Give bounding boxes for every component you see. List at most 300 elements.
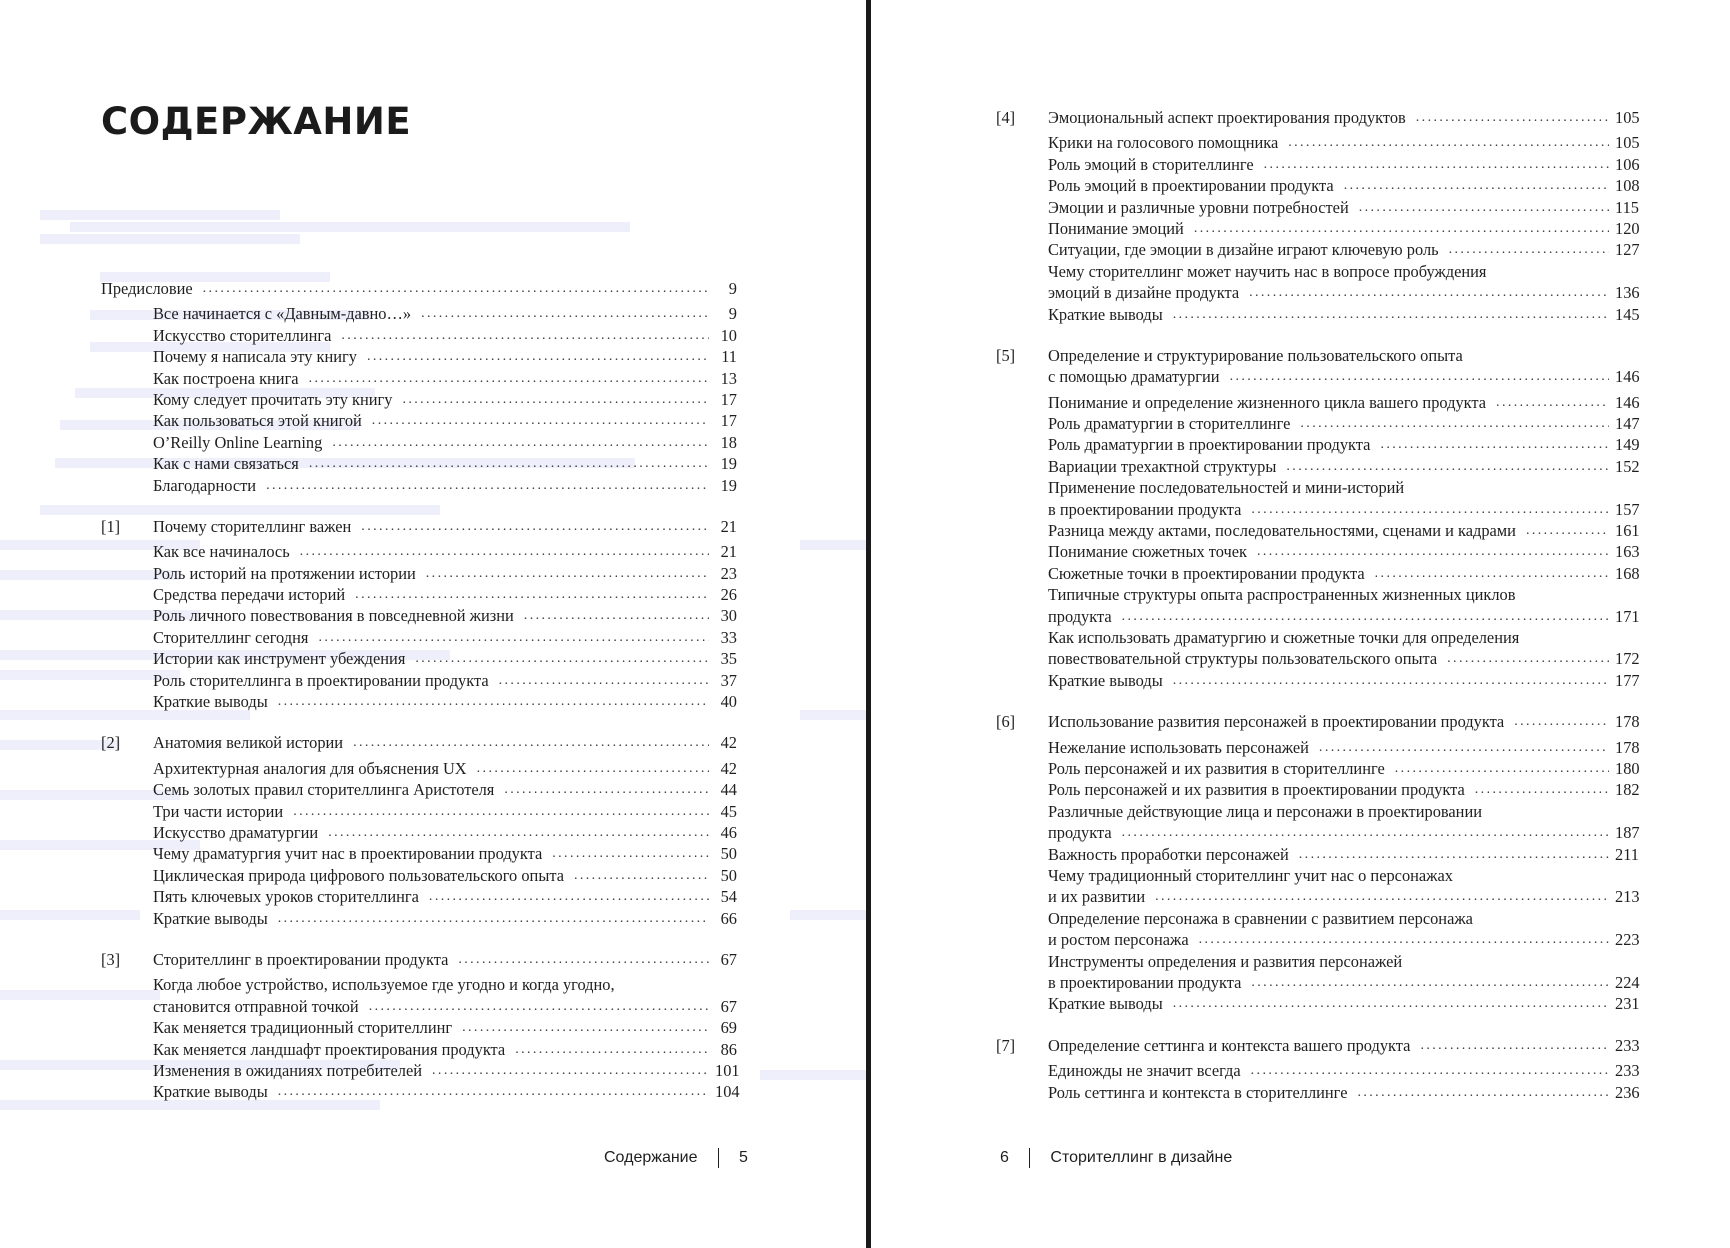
- entry-title: Роль драматургии в проектировании продукта: [1048, 435, 1371, 455]
- entry-title: Как меняется традиционный сторителлинг: [153, 1018, 453, 1038]
- toc-entry[interactable]: [101, 627, 737, 648]
- dot-leader: [266, 475, 709, 496]
- dot-leader: [318, 627, 709, 648]
- dot-leader: [1300, 413, 1609, 434]
- toc-entry[interactable]: [996, 670, 1640, 691]
- dot-leader: [1230, 366, 1609, 387]
- dot-leader: [515, 1039, 709, 1060]
- entry-page: 54: [720, 887, 737, 907]
- entry-page: 44: [720, 780, 737, 800]
- entry-title: Как с нами связаться: [153, 454, 299, 474]
- preface-items: [101, 303, 737, 496]
- toc-entry[interactable]: [996, 175, 1640, 196]
- chapter-number: [5]: [996, 345, 1016, 365]
- toc-entry[interactable]: [101, 368, 737, 389]
- dot-leader: [278, 908, 709, 929]
- chapter-page: 67: [720, 949, 737, 969]
- dot-leader: [1514, 711, 1609, 732]
- dot-leader: [1496, 392, 1609, 413]
- toc-entry[interactable]: [101, 1039, 737, 1060]
- dot-leader: [421, 303, 709, 324]
- dot-leader: [1380, 434, 1609, 455]
- entry-page: 168: [1615, 563, 1640, 583]
- chapter-number: [4]: [996, 107, 1016, 127]
- dot-leader: [367, 346, 709, 367]
- dot-leader: [1359, 197, 1609, 218]
- toc-entry[interactable]: [101, 670, 737, 691]
- entry-title: Все начинается с «Давным-давно…»: [153, 304, 412, 324]
- toc-entry[interactable]: [101, 648, 737, 669]
- entry-title: Средства передачи историй: [153, 585, 346, 605]
- entry-page: 161: [1615, 521, 1640, 541]
- entry-title: Краткие выводы: [153, 1082, 268, 1102]
- entry-page: 30: [720, 606, 737, 626]
- toc-entry[interactable]: [101, 475, 737, 496]
- dot-leader: [458, 949, 709, 970]
- toc-chapter-entry[interactable]: [996, 711, 1640, 732]
- toc-entry[interactable]: [996, 434, 1640, 455]
- entry-title: Ситуации, где эмоции в дизайне играют ключевую роль: [1048, 240, 1439, 260]
- entry-title-line1: Инструменты определения и развития персонажей: [1048, 951, 1403, 971]
- dot-leader: [278, 1081, 709, 1102]
- dot-leader: [1199, 929, 1609, 950]
- entry-title-line1: Определение персонажа в сравнении с развитием персонажа: [1048, 908, 1473, 928]
- toc-entry[interactable]: [996, 844, 1637, 865]
- entry-title: Краткие выводы: [1048, 994, 1163, 1014]
- entry-title: Как построена книга: [153, 368, 299, 388]
- toc-entry-wrapped[interactable]: [996, 801, 1640, 844]
- entry-page: 18: [720, 432, 737, 452]
- toc-entry[interactable]: [101, 1017, 737, 1038]
- toc-entry[interactable]: [101, 432, 737, 453]
- entry-title-line2: продукта: [1048, 823, 1112, 843]
- dot-leader: [1173, 304, 1609, 325]
- entry-title: Архитектурная аналогия для объяснения UX: [153, 758, 467, 778]
- toc-entry[interactable]: [996, 779, 1640, 800]
- entry-title: Циклическая природа цифрового пользовательского опыта: [153, 865, 564, 885]
- entry-title-line2: и ростом персонажа: [1048, 930, 1189, 950]
- entry-title: Истории как инструмент убеждения: [153, 649, 406, 669]
- entry-page: 172: [1615, 649, 1640, 669]
- dot-leader: [300, 541, 709, 562]
- toc-chapter-1: [101, 516, 737, 713]
- entry-page: 223: [1615, 930, 1640, 950]
- entry-title-line2: продукта: [1048, 606, 1112, 626]
- entry-page: 21: [720, 542, 737, 562]
- toc-entry[interactable]: [996, 456, 1640, 477]
- toc-entry[interactable]: [996, 993, 1640, 1014]
- toc-entry[interactable]: [101, 1081, 740, 1102]
- entry-title: Сторителлинг сегодня: [153, 627, 309, 647]
- toc-chapter-entry[interactable]: [101, 732, 737, 753]
- toc-chapter-4: [996, 107, 1640, 325]
- dot-leader: [552, 843, 709, 864]
- entry-title-line1: Различные действующие лица и персонажи в проектировании: [1048, 801, 1482, 821]
- dot-leader: [524, 605, 709, 626]
- toc-chapter-entry[interactable]: [101, 516, 737, 537]
- entry-page: 37: [720, 670, 737, 690]
- dot-leader: [1526, 520, 1609, 541]
- entry-page: 231: [1615, 994, 1640, 1014]
- toc-entry[interactable]: [101, 758, 737, 779]
- chapter-number: [1]: [101, 516, 121, 536]
- toc-entry[interactable]: [101, 1060, 740, 1081]
- dot-leader: [1251, 1060, 1609, 1081]
- entry-title: Понимание и определение жизненного цикла вашего продукта: [1048, 392, 1487, 412]
- toc-entry[interactable]: [996, 413, 1640, 434]
- entry-page: 152: [1615, 456, 1640, 476]
- entry-page: 236: [1615, 1082, 1640, 1102]
- dot-leader: [504, 779, 709, 800]
- entry-page: 9: [728, 278, 737, 298]
- footer-divider: [718, 1148, 720, 1168]
- entry-title: Как меняется ландшафт проектирования продукта: [153, 1039, 506, 1059]
- dot-leader: [499, 670, 709, 691]
- entry-title-line1: Когда любое устройство, используемое где угодно и когда угодно,: [153, 975, 615, 995]
- toc-chapter-entry[interactable]: [996, 107, 1640, 128]
- entry-title-line2: в проектировании продукта: [1048, 972, 1242, 992]
- entry-page: 19: [720, 475, 737, 495]
- dot-leader: [1344, 175, 1609, 196]
- entry-page: 171: [1615, 606, 1640, 626]
- entry-title: O’Reilly Online Learning: [153, 432, 323, 452]
- entry-title: Сюжетные точки в проектировании продукта: [1048, 563, 1365, 583]
- toc-entry[interactable]: [996, 239, 1640, 260]
- toc-entry[interactable]: [996, 541, 1640, 562]
- toc-entry[interactable]: [101, 346, 737, 367]
- toc-entry[interactable]: [101, 908, 737, 929]
- toc-chapter-entry[interactable]: [996, 1035, 1640, 1056]
- toc-chapter-2: [101, 732, 737, 929]
- entry-title-line2: повествовательной структуры пользовательского опыта: [1048, 649, 1438, 669]
- dot-leader: [462, 1017, 709, 1038]
- entry-title-line1: Чему сторителлинг может научить нас в вопросе пробуждения: [1048, 261, 1487, 281]
- dot-leader: [203, 278, 709, 299]
- toc-entry-wrapped[interactable]: [996, 908, 1640, 951]
- page-footer-left: [604, 1148, 748, 1168]
- entry-page: 180: [1615, 758, 1640, 778]
- entry-title: Вариации трехактной структуры: [1048, 456, 1277, 476]
- toc-entry[interactable]: [101, 605, 737, 626]
- toc-chapter-entry[interactable]: [101, 949, 737, 970]
- toc-left: [101, 278, 740, 1123]
- toc-entry[interactable]: [101, 389, 737, 410]
- dot-leader: [574, 865, 709, 886]
- toc-right: [996, 107, 1640, 1123]
- toc-chapter-6: [996, 711, 1640, 1015]
- entry-page: 182: [1615, 780, 1640, 800]
- entry-page: 149: [1615, 435, 1640, 455]
- running-title: Содержание: [604, 1149, 698, 1166]
- dot-leader: [1288, 132, 1609, 153]
- toc-preface: [101, 278, 737, 496]
- entry-page: 233: [1615, 1061, 1640, 1081]
- chapter-title: Использование развития персонажей в проектировании продукта: [1048, 712, 1505, 732]
- entry-title: Роль драматургии в сторителлинге: [1048, 414, 1291, 434]
- entry-page: 11: [721, 347, 737, 367]
- entry-page: 50: [720, 865, 737, 885]
- dot-leader: [1319, 737, 1609, 758]
- entry-page: 19: [720, 454, 737, 474]
- dot-leader: [426, 563, 709, 584]
- chapter-number: [3]: [101, 949, 121, 969]
- entry-page: 224: [1615, 972, 1640, 992]
- entry-title: Благодарности: [153, 475, 257, 495]
- toc-entry[interactable]: [996, 1082, 1640, 1103]
- chapter-title: Эмоциональный аспект проектирования продуктов: [1048, 107, 1406, 127]
- toc-entry[interactable]: [996, 758, 1640, 779]
- entry-page: 106: [1615, 154, 1640, 174]
- dot-leader: [1257, 541, 1609, 562]
- dot-leader: [1155, 886, 1609, 907]
- chapter-page: 42: [720, 733, 737, 753]
- toc-entry[interactable]: [101, 303, 737, 324]
- toc-entry[interactable]: [101, 801, 737, 822]
- chapter-page: 178: [1615, 712, 1640, 732]
- dot-leader: [1173, 993, 1609, 1014]
- entry-title: Краткие выводы: [153, 908, 268, 928]
- entry-title-line1: Применение последовательностей и мини-историй: [1048, 478, 1405, 498]
- dot-leader: [1264, 154, 1609, 175]
- dot-leader: [1122, 606, 1609, 627]
- page-footer-right: [1000, 1148, 1232, 1168]
- toc-entry[interactable]: [101, 410, 737, 431]
- chapter-number: [2]: [101, 733, 121, 753]
- toc-entry[interactable]: [101, 865, 737, 886]
- entry-page: 86: [720, 1039, 737, 1059]
- chapter-page: 233: [1615, 1035, 1640, 1055]
- toc-entry-wrapped[interactable]: [996, 477, 1640, 520]
- dot-leader: [1173, 670, 1609, 691]
- entry-title: Роль эмоций в проектировании продукта: [1048, 176, 1334, 196]
- entry-page: 40: [720, 692, 737, 712]
- dot-leader: [341, 325, 709, 346]
- chapter-page: 105: [1615, 107, 1640, 127]
- toc-entry[interactable]: [996, 1060, 1640, 1081]
- entry-title: Роль персонажей и их развития в проектировании продукта: [1048, 780, 1465, 800]
- toc-entry[interactable]: [996, 218, 1640, 239]
- toc-entry[interactable]: [996, 154, 1640, 175]
- dot-leader: [1249, 282, 1609, 303]
- dot-leader: [293, 801, 709, 822]
- toc-entry[interactable]: [101, 843, 737, 864]
- entry-title: Роль сеттинга и контекста в сторителлинге: [1048, 1082, 1348, 1102]
- toc-entry[interactable]: [101, 691, 737, 712]
- running-title: Сторителлинг в дизайне: [1050, 1149, 1233, 1166]
- entry-page: 147: [1615, 414, 1640, 434]
- chapter-page: 21: [720, 516, 737, 536]
- entry-page: 213: [1615, 887, 1640, 907]
- entry-title-line2: в проектировании продукта: [1048, 499, 1242, 519]
- dot-leader: [353, 732, 709, 753]
- entry-page: 67: [720, 996, 737, 1016]
- dot-leader: [477, 758, 709, 779]
- entry-title: Чему драматургия учит нас в проектировании продукта: [153, 844, 543, 864]
- toc-entry-wrapped[interactable]: [996, 951, 1640, 994]
- dot-leader: [1475, 779, 1609, 800]
- entry-page: 10: [720, 325, 737, 345]
- entry-title: Как все начиналось: [153, 542, 290, 562]
- entry-title: Понимание сюжетных точек: [1048, 542, 1247, 562]
- entry-page: 145: [1615, 304, 1640, 324]
- toc-entry[interactable]: [996, 563, 1640, 584]
- entry-title-line1: Как использовать драматургию и сюжетные точки для определения: [1048, 628, 1520, 648]
- dot-leader: [355, 584, 709, 605]
- dot-leader: [1416, 107, 1609, 128]
- entry-page: 177: [1615, 670, 1640, 690]
- dot-leader: [372, 410, 709, 431]
- entry-title: Роль сторителлинга в проектировании продукта: [153, 670, 489, 690]
- entry-page: 105: [1615, 133, 1640, 153]
- dot-leader: [278, 691, 709, 712]
- chapter-title-line1: Определение и структурирование пользовательского опыта: [1048, 345, 1463, 365]
- toc-entry[interactable]: [996, 737, 1640, 758]
- entry-page: 35: [720, 649, 737, 669]
- toc-entry[interactable]: [996, 392, 1640, 413]
- page-title: СОДЕРЖАНИЕ: [101, 100, 412, 143]
- chapter-title: Анатомия великой истории: [153, 733, 344, 753]
- entry-title: Три части истории: [153, 801, 284, 821]
- entry-page: 69: [720, 1018, 737, 1038]
- entry-title: Почему я написала эту книгу: [153, 347, 357, 367]
- entry-page: 9: [728, 304, 737, 324]
- entry-page: 178: [1615, 737, 1640, 757]
- toc-entry[interactable]: [101, 453, 737, 474]
- entry-page: 13: [720, 368, 737, 388]
- entry-page: 120: [1615, 218, 1640, 238]
- toc-entry-wrapped[interactable]: [996, 261, 1640, 304]
- dot-leader: [1449, 239, 1609, 260]
- toc-chapter-3: [101, 949, 740, 1103]
- chapter-title-line2: с помощью драматургии: [1048, 367, 1220, 387]
- toc-entry[interactable]: [996, 304, 1640, 325]
- entry-title-line1: Типичные структуры опыта распространенных жизненных циклов: [1048, 585, 1516, 605]
- entry-page: 104: [715, 1082, 740, 1102]
- entry-page: 136: [1615, 283, 1640, 303]
- dot-leader: [432, 1060, 709, 1081]
- dot-leader: [1251, 972, 1609, 993]
- dot-leader: [1122, 822, 1609, 843]
- chapter-page: 146: [1615, 367, 1640, 387]
- chapter-title: Определение сеттинга и контекста вашего продукта: [1048, 1035, 1411, 1055]
- entry-page: 42: [720, 758, 737, 778]
- chapter-title: Сторителлинг в проектировании продукта: [153, 949, 449, 969]
- toc-entry[interactable]: [101, 822, 737, 843]
- entry-title: Как пользоваться этой книгой: [153, 411, 362, 431]
- entry-title-line2: становится отправной точкой: [153, 996, 359, 1016]
- entry-title: Роль персонажей и их развития в сторителлинге: [1048, 758, 1385, 778]
- dot-leader: [1395, 758, 1609, 779]
- entry-page: 115: [1615, 197, 1639, 217]
- entry-page: 146: [1615, 392, 1640, 412]
- entry-page: 33: [720, 627, 737, 647]
- entry-title: Важность проработки персонажей: [1048, 844, 1289, 864]
- entry-title-line2: эмоций в дизайне продукта: [1048, 283, 1240, 303]
- entry-title: Пять ключевых уроков сторителлинга: [153, 887, 419, 907]
- entry-page: 26: [720, 585, 737, 605]
- toc-entry-wrapped[interactable]: [996, 627, 1640, 670]
- entry-title: Краткие выводы: [153, 692, 268, 712]
- toc-entry-wrapped[interactable]: [996, 584, 1640, 627]
- dot-leader: [1286, 456, 1609, 477]
- entry-page: 108: [1615, 176, 1640, 196]
- page-number: 6: [1000, 1149, 1009, 1166]
- chapter-title: Почему сторителлинг важен: [153, 516, 352, 536]
- toc-entry[interactable]: [996, 132, 1640, 153]
- dot-leader: [402, 389, 709, 410]
- entry-page: 163: [1615, 542, 1640, 562]
- page-number: 5: [739, 1149, 748, 1166]
- entry-page: 66: [720, 908, 737, 928]
- entry-title-line1: Чему традиционный сторителлинг учит нас о персонажах: [1048, 865, 1453, 885]
- entry-title: Крики на голосового помощника: [1048, 133, 1279, 153]
- chapter-number: [6]: [996, 712, 1016, 732]
- entry-title: Единожды не значит всегда: [1048, 1061, 1241, 1081]
- dot-leader: [332, 432, 709, 453]
- toc-chapter-7: [996, 1035, 1640, 1103]
- footer-divider: [1029, 1148, 1031, 1168]
- toc-entry[interactable]: [996, 520, 1640, 541]
- dot-leader: [429, 886, 709, 907]
- entry-page: 23: [720, 563, 737, 583]
- entry-page: 187: [1615, 823, 1640, 843]
- toc-entry[interactable]: [101, 563, 737, 584]
- toc-entry[interactable]: [101, 779, 737, 800]
- entry-title: Искусство сторителлинга: [153, 325, 332, 345]
- dot-leader: [1420, 1035, 1609, 1056]
- dot-leader: [309, 368, 709, 389]
- right-page: [871, 0, 1730, 1248]
- entry-title: Краткие выводы: [1048, 670, 1163, 690]
- toc-entry[interactable]: [101, 886, 737, 907]
- entry-title-line2: и их развитии: [1048, 887, 1146, 907]
- dot-leader: [1194, 218, 1609, 239]
- entry-title: Краткие выводы: [1048, 304, 1163, 324]
- entry-page: 17: [720, 411, 737, 431]
- entry-page: 17: [720, 389, 737, 409]
- entry-title: Разница между актами, последовательностями, сценами и кадрами: [1048, 521, 1516, 541]
- toc-entry[interactable]: [101, 278, 737, 299]
- toc-entry[interactable]: [101, 325, 737, 346]
- dot-leader: [415, 648, 709, 669]
- toc-chapter-5: [996, 345, 1640, 691]
- entry-title: Эмоции и различные уровни потребностей: [1048, 197, 1349, 217]
- toc-entry[interactable]: [996, 197, 1637, 218]
- entry-title: Изменения в ожиданиях потребителей: [153, 1060, 423, 1080]
- entry-page: 46: [720, 822, 737, 842]
- dot-leader: [369, 996, 709, 1017]
- dot-leader: [1447, 648, 1609, 669]
- toc-chapter-entry[interactable]: [996, 345, 1640, 388]
- dot-leader: [1375, 563, 1609, 584]
- dot-leader: [1299, 844, 1609, 865]
- dot-leader: [1251, 499, 1609, 520]
- toc-entry[interactable]: [101, 541, 737, 562]
- entry-title: Роль эмоций в сторителлинге: [1048, 154, 1254, 174]
- toc-entry-wrapped[interactable]: [101, 974, 737, 1017]
- entry-title: Семь золотых правил сторителлинга Аристотеля: [153, 780, 495, 800]
- entry-page: 50: [720, 844, 737, 864]
- entry-page: 101: [715, 1060, 740, 1080]
- entry-title: Искусство драматургии: [153, 822, 319, 842]
- toc-entry[interactable]: [101, 584, 737, 605]
- entry-title: Кому следует прочитать эту книгу: [153, 389, 393, 409]
- toc-entry-wrapped[interactable]: [996, 865, 1640, 908]
- entry-page: 157: [1615, 499, 1640, 519]
- entry-title: Нежелание использовать персонажей: [1048, 737, 1309, 757]
- entry-title: Предисловие: [101, 278, 193, 298]
- entry-title: Понимание эмоций: [1048, 218, 1184, 238]
